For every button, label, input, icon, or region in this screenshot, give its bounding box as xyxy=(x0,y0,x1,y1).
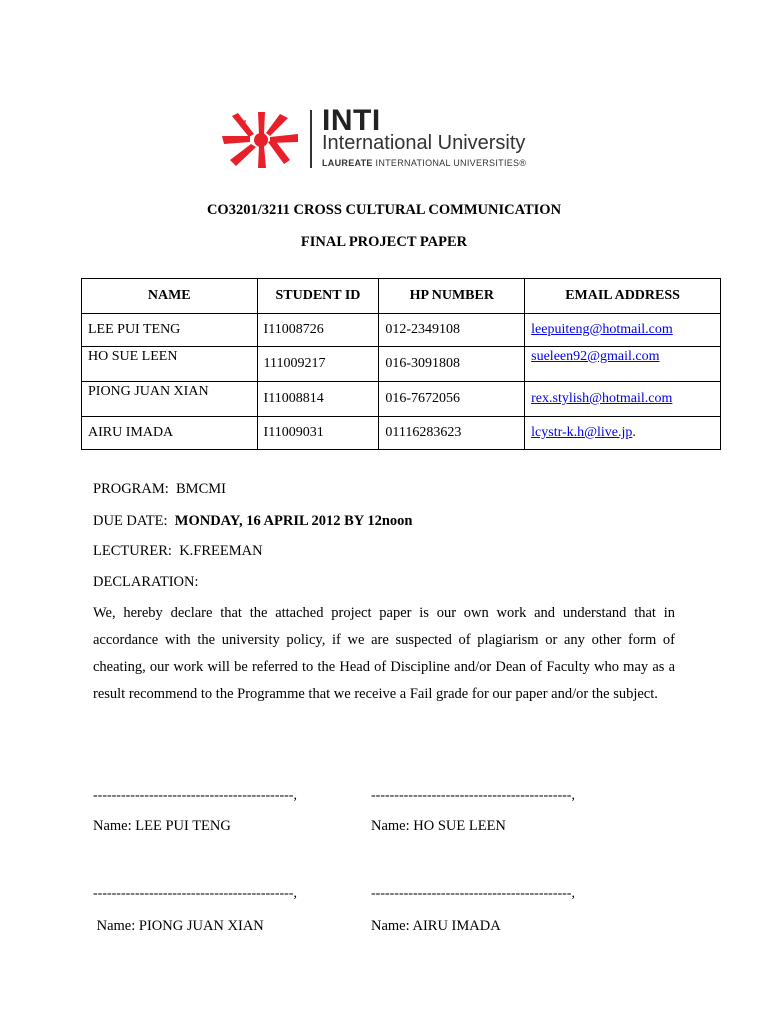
cell-student-id: I11009031 xyxy=(257,417,379,450)
email-link[interactable]: leepuiteng@hotmail.com xyxy=(531,322,673,337)
signature-name: Name: HO SUE LEEN xyxy=(371,818,506,834)
cell-name: AIRU IMADA xyxy=(82,417,258,450)
cell-name: PIONG JUAN XIAN xyxy=(82,382,258,417)
program-label: PROGRAM: xyxy=(93,481,169,497)
cell-hp-number: 016-7672056 xyxy=(379,382,525,417)
university-logo xyxy=(218,104,558,172)
email-suffix: . xyxy=(632,425,636,440)
program-line xyxy=(93,481,226,498)
cell-name: LEE PUI TENG xyxy=(82,314,258,347)
declaration-text: We, hereby declare that the attached project paper is our own work and understand that in accordance with the university policy, if we are suspected of plagiarism or any other form of cheating, our work will be referred to the Head of Discipline and/or Dean of Faculty who may as a result recommend to the Programme that we receive a Fail grade for our paper and/or the subject. xyxy=(93,605,675,702)
header-student-id: STUDENT ID xyxy=(257,279,379,314)
due-date-label: DUE DATE: xyxy=(93,513,168,529)
declaration-label: DECLARATION: xyxy=(93,574,199,590)
signature-line: -------------------------------------------, xyxy=(371,788,575,803)
signature-line: -------------------------------------------, xyxy=(93,886,297,901)
program-value: BMCMI xyxy=(176,481,226,497)
email-link[interactable]: sueleen92@gmail.com xyxy=(531,349,660,364)
due-date-line xyxy=(93,513,412,530)
signature-name: Name: LEE PUI TENG xyxy=(93,818,231,834)
lecturer-line xyxy=(93,543,263,560)
table-header-row xyxy=(82,279,721,314)
cell-hp-number: 012-2349108 xyxy=(379,314,525,347)
paper-title: FINAL PROJECT PAPER xyxy=(300,234,468,250)
logo-laureate: LAUREATE INTERNATIONAL UNIVERSITIES® xyxy=(322,158,527,168)
signature-name: Name: AIRU IMADA xyxy=(371,918,501,934)
table-row xyxy=(82,314,721,347)
email-link[interactable]: rex.stylish@hotmail.com xyxy=(531,391,673,406)
signature-name: Name: PIONG JUAN XIAN xyxy=(93,918,264,934)
cell-email xyxy=(525,417,721,450)
cell-email xyxy=(525,382,721,417)
lecturer-value: K.FREEMAN xyxy=(179,543,263,559)
header-hp-number: HP NUMBER xyxy=(379,279,525,314)
signature-line: -------------------------------------------, xyxy=(371,886,575,901)
inti-star-icon xyxy=(218,108,302,172)
header-name: NAME xyxy=(82,279,258,314)
cell-hp-number: 016-3091808 xyxy=(379,347,525,382)
members-table xyxy=(81,278,721,450)
header-email-address: EMAIL ADDRESS xyxy=(525,279,721,314)
course-title: CO3201/3211 CROSS CULTURAL COMMUNICATION xyxy=(206,202,562,218)
cell-student-id: 111009217 xyxy=(257,347,379,382)
cell-student-id: I11008814 xyxy=(257,382,379,417)
table-row xyxy=(82,417,721,450)
cell-email xyxy=(525,347,721,382)
cell-name: HO SUE LEEN xyxy=(82,347,258,382)
logo-divider xyxy=(310,110,312,168)
cell-hp-number: 01116283623 xyxy=(379,417,525,450)
logo-subtitle: International University xyxy=(322,132,526,154)
table-row xyxy=(82,382,721,417)
signature-line: -------------------------------------------, xyxy=(93,788,297,803)
email-link[interactable]: lcystr-k.h@live.jp xyxy=(531,425,633,440)
due-date-value: MONDAY, 16 APRIL 2012 BY 12noon xyxy=(174,513,413,529)
lecturer-label: LECTURER: xyxy=(93,543,172,559)
logo-name: INTI xyxy=(322,104,381,137)
cell-student-id: I11008726 xyxy=(257,314,379,347)
cell-email xyxy=(525,314,721,347)
table-row xyxy=(82,347,721,382)
